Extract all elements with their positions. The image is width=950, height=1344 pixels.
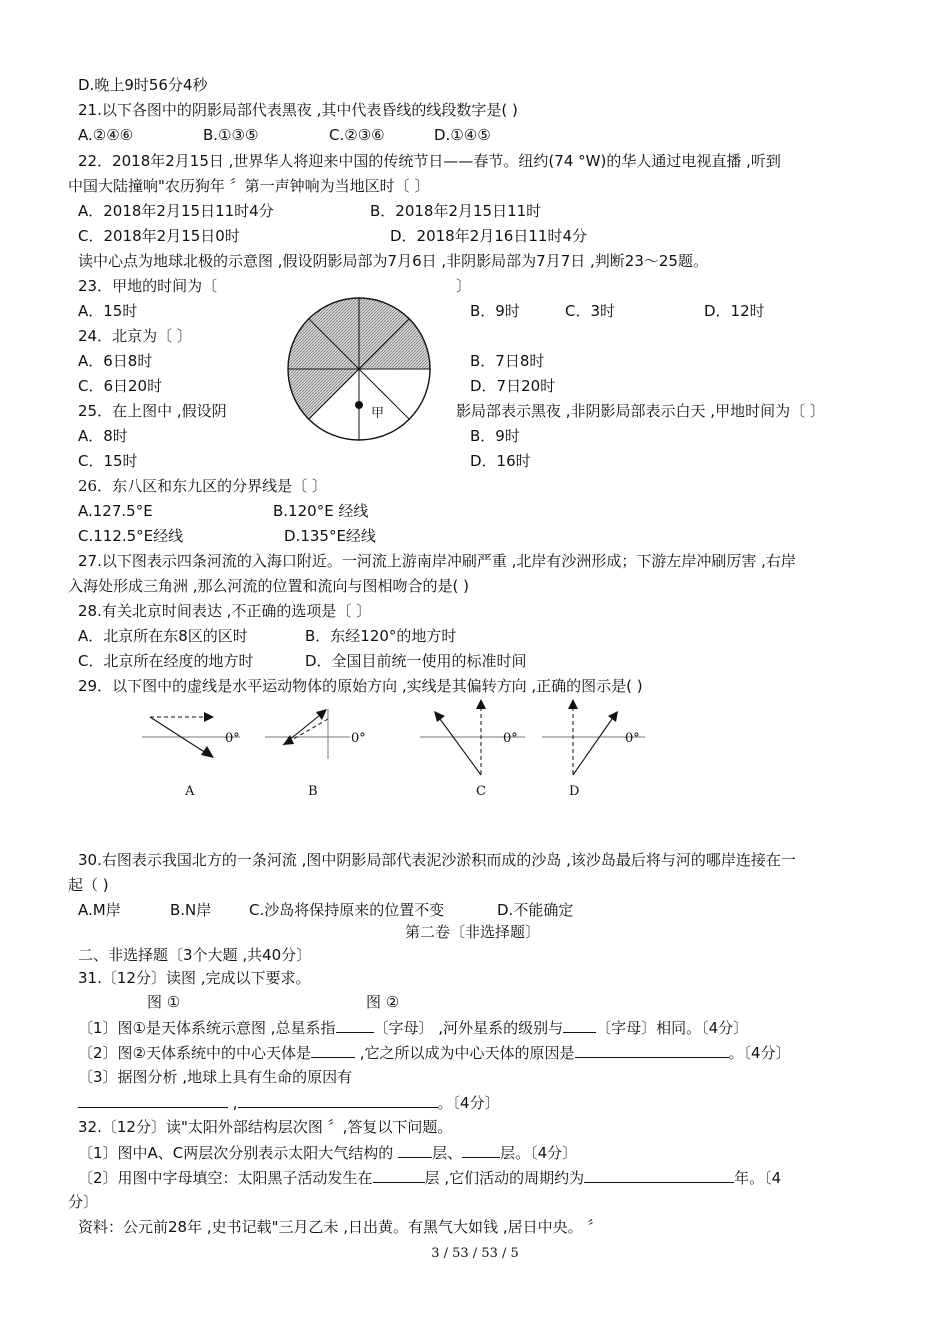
q30-option-b: B.N岸 (170, 901, 212, 919)
q22-option-a: A．2018年2月15日11时4分 (78, 202, 274, 220)
q31-part3: 〔3〕据图分析 ,地球上具有生命的原因有 (78, 1068, 353, 1086)
q30-option-a: A.M岸 (78, 901, 121, 919)
panel-label-d: D (569, 784, 580, 799)
q31-stem: 31.〔12分〕读图 ,完成以下要求。 (78, 969, 311, 987)
q32-part1 (78, 1142, 577, 1163)
q32-part2-cont: 分〕 (68, 1193, 99, 1211)
q31-blank-1[interactable] (336, 1017, 374, 1033)
arrow-head (434, 711, 445, 722)
q32-part1-text-c: 层。〔4分〕 (500, 1144, 578, 1162)
section-2-heading: 二、非选择题〔3个大题 ,共40分〕 (78, 946, 312, 964)
q23-option-c: C．3时 (565, 302, 616, 320)
q32-part2-text-b: 层 ,它们活动的周期约为 (424, 1169, 585, 1187)
arrow-head (568, 699, 578, 709)
q22-stem-line1: 22．2018年2月15日 ,世界华人将迎来中国的传统节日——春节。纽约(74 °W)的华人通过电视直播 ,听到 (78, 152, 781, 170)
figure-1-label: 图 ① (147, 993, 181, 1011)
q23-option-a: A．15时 (78, 302, 138, 320)
q23-stem: 23．甲地的时间为〔 (78, 277, 218, 295)
degree-label: 0° (351, 731, 366, 746)
panel-c (420, 699, 525, 799)
panel-label-a: A (185, 784, 195, 799)
q23-option-b: B．9时 (470, 302, 520, 320)
q30-option-d: D.不能确定 (497, 901, 574, 919)
q21-option-d: D.①④⑤ (434, 126, 491, 144)
point-jia (355, 401, 363, 409)
q31-part2-text-a: 〔2〕图②天体系统中的中心天体是 (78, 1044, 311, 1062)
q20-option-d: D.晚上9时56分4秒 (78, 76, 208, 94)
original-direction (290, 719, 328, 741)
q32-part2 (78, 1167, 781, 1188)
q21-option-a: A.②④⑥ (78, 126, 134, 144)
q32-blank-2[interactable] (462, 1142, 500, 1158)
deflected-direction (150, 717, 206, 753)
q25-option-c: C．15时 (78, 452, 138, 470)
q28-option-a: A．北京所在东8区的区时 (78, 627, 248, 645)
q22-option-c: C．2018年2月15日0时 (78, 227, 240, 245)
degree-label: 0° (503, 731, 518, 746)
q22-option-b: B．2018年2月15日11时 (370, 202, 542, 220)
q32-blank-1[interactable] (398, 1142, 432, 1158)
q31-part2-text-c: 。〔4分〕 (728, 1044, 791, 1062)
q31-part1 (78, 1017, 748, 1038)
q25-stem-right: 影局部表示黑夜 ,非阴影局部表示白天 ,甲地时间为〔 〕 (456, 402, 825, 420)
q30-stem-line2: 起（ ) (68, 876, 109, 894)
deflection-diagrams (130, 697, 670, 807)
arrow-head (608, 711, 618, 722)
q29-stem: 29．以下图中的虚线是水平运动物体的原始方向 ,实线是其偏转方向 ,正确的图示是( ) (78, 677, 643, 695)
q30-stem-line1: 30.右图表示我国北方的一条河流 ,图中阴影局部代表泥沙淤积而成的沙岛 ,该沙岛最后将与河的哪岸连接在一 (78, 851, 796, 869)
q23-25-intro: 读中心点为地球北极的示意图 ,假设阴影局部为7月6日 ,非阴影局部为7月7日 ,判断23～25题。 (78, 252, 708, 270)
deflected-direction (440, 719, 481, 775)
q25-stem-left: 25．在上图中 ,假设阴 (78, 402, 227, 420)
deflected-direction (573, 719, 612, 775)
deflected-direction (283, 715, 320, 745)
q22-stem-line2: 中国大陆撞响"农历狗年 〞第一声钟响为当地区时〔 〕 (68, 177, 430, 195)
panel-d (542, 699, 645, 799)
q26-stem: 26．东八区和东九区的分界线是〔 〕 (78, 477, 327, 495)
panel-a (142, 712, 240, 799)
q27-stem-line2: 入海处形成三角洲 ,那么河流的位置和流向与图相吻合的是( ) (68, 577, 470, 595)
label-jia: 甲 (371, 406, 385, 421)
arrow-head (201, 746, 214, 758)
q24-option-a: A．6日8时 (78, 352, 153, 370)
q30-option-c: C.沙岛将保持原来的位置不变 (249, 901, 445, 919)
q24-option-c: C．6日20时 (78, 377, 163, 395)
panel-label-b: B (308, 784, 318, 799)
q32-blank-4[interactable] (584, 1167, 734, 1183)
arrow-head (476, 699, 486, 709)
q23-option-d: D．12时 (704, 302, 765, 320)
q31-blank-5[interactable] (78, 1092, 228, 1108)
q31-part2 (78, 1042, 791, 1063)
panel-label-c: C (476, 784, 486, 799)
q23-stem-close: 〕 (456, 277, 472, 295)
q31-part2-text-b: ,它之所以成为中心天体的原因是 (355, 1044, 575, 1062)
q24-stem: 24．北京为〔 〕 (78, 327, 192, 345)
q28-option-d: D．全国目前统一使用的标准时间 (305, 652, 527, 670)
q26-option-b: B.120°E 经线 (273, 502, 369, 520)
q28-stem: 28.有关北京时间表达 ,不正确的选项是〔 〕 (78, 602, 372, 620)
q31-blank-2[interactable] (563, 1017, 596, 1033)
q32-material: 资料：公元前28年 ,史书记载"三月乙未 ,日出黄。有黑气大如钱 ,居日中央。 〞 (78, 1218, 603, 1236)
q28-option-b: B．东经120°的地方时 (305, 627, 457, 645)
q21-stem: 21.以下各图中的阴影局部代表黑夜 ,其中代表昏线的线段数字是( ) (78, 101, 518, 119)
degree-label: 0° (225, 731, 240, 746)
degree-label: 0° (625, 731, 640, 746)
q26-option-a: A.127.5°E (78, 502, 153, 520)
q32-blank-3[interactable] (373, 1167, 425, 1183)
q24-option-b: B．7日8时 (470, 352, 545, 370)
q31-blank-6[interactable] (238, 1092, 438, 1108)
q32-part1-text-b: 层、 (432, 1144, 463, 1162)
q31-blank-4[interactable] (575, 1042, 729, 1058)
q25-option-b: B．9时 (470, 427, 520, 445)
q28-option-c: C．北京所在经度的地方时 (78, 652, 254, 670)
q31-part3-end: 。〔4分〕 (437, 1094, 500, 1112)
q31-part1-text-b: 〔字母〕 ,河外星系的级别与 (373, 1019, 564, 1037)
q27-stem-line1: 27.以下图表示四条河流的入海口附近。一河流上游南岸冲刷严重 ,北岸有沙洲形成；下游左岸冲刷厉害 ,右岸 (78, 552, 796, 570)
panel-b (265, 709, 366, 799)
q26-option-c: C.112.5°E经线 (78, 527, 184, 545)
page-footer: 3 / 53 / 53 / 5 (431, 1246, 519, 1261)
q32-part1-text-a: 〔1〕图中A、C两层次分别表示太阳大气结构的 (78, 1144, 399, 1162)
q31-part3-answer (78, 1092, 500, 1113)
q31-part1-text-a: 〔1〕图①是天体系统示意图 ,总星系指 (78, 1019, 336, 1037)
arrow-head (316, 709, 327, 720)
q25-option-a: A．8时 (78, 427, 128, 445)
q31-blank-3[interactable] (311, 1042, 355, 1058)
figure-2-label: 图 ② (366, 993, 400, 1011)
arrow-head (204, 712, 214, 722)
q24-option-d: D．7日20时 (470, 377, 556, 395)
q31-part1-text-c: 〔字母〕相同。〔4分〕 (596, 1019, 749, 1037)
q22-option-d: D．2018年2月16日11时4分 (390, 227, 587, 245)
q32-part2-text-c: 年。〔4 (734, 1169, 782, 1187)
volume-2-title: 第二卷〔非选择题〕 (405, 923, 541, 941)
shaded-sector-3 (288, 369, 359, 419)
q25-option-d: D．16时 (470, 452, 531, 470)
q21-option-c: C.②③⑥ (329, 126, 385, 144)
q31-part3-sep: , (228, 1094, 238, 1112)
q32-part2-text-a: 〔2〕用图中字母填空：太阳黑子活动发生在 (78, 1169, 373, 1187)
q32-stem: 32.〔12分〕读"太阳外部结构层次图 〞,答复以下问题。 (78, 1118, 453, 1136)
q26-option-d: D.135°E经线 (284, 527, 376, 545)
q21-option-b: B.①③⑤ (203, 126, 259, 144)
north-pole-diagram (284, 293, 434, 443)
